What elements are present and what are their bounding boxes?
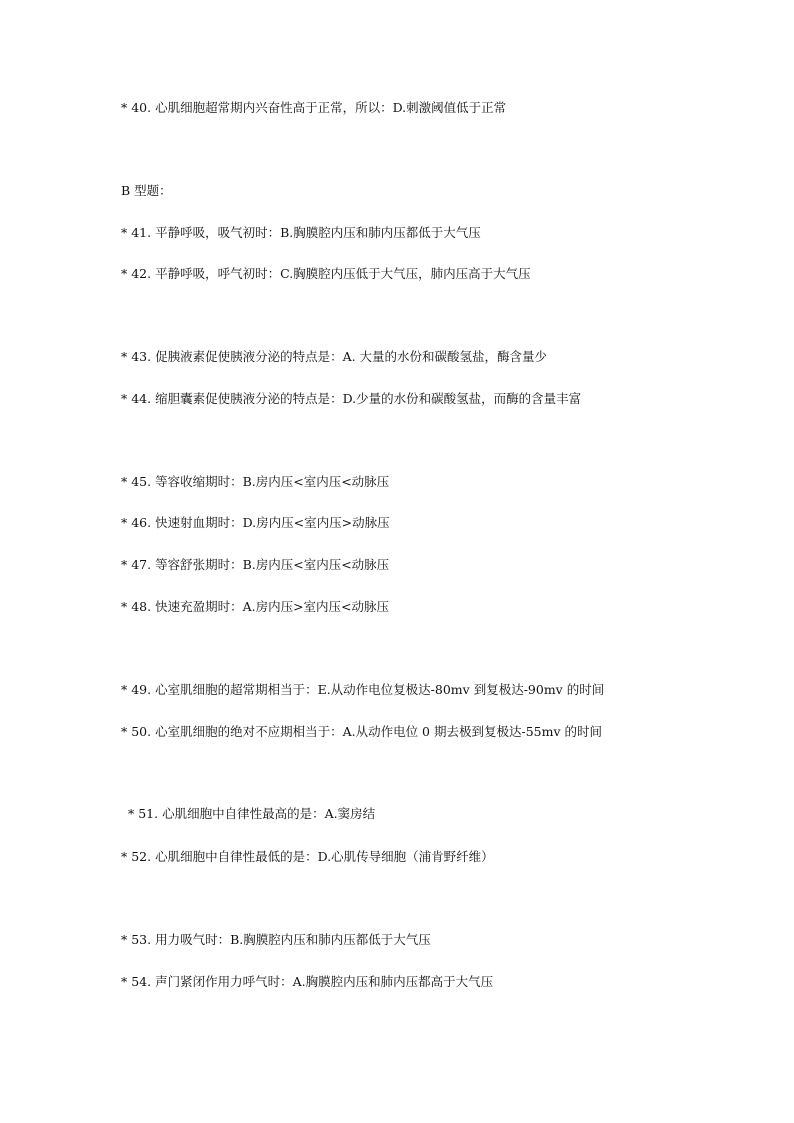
question-51: * 51. 心肌细胞中自律性最高的是：A.窦房结 xyxy=(128,806,376,821)
question-52: * 52. 心肌细胞中自律性最低的是：D.心肌传导细胞（浦肯野纤维） xyxy=(121,849,494,864)
question-49: * 49. 心室肌细胞的超常期相当于：E.从动作电位复极达-80mv 到复极达-90mv 的时间 xyxy=(121,682,605,697)
question-54: * 54. 声门紧闭作用力呼气时：A.胸膜腔内压和肺内压都高于大气压 xyxy=(121,974,494,989)
question-47: * 47. 等容舒张期时：B.房内压<室内压<动脉压 xyxy=(121,557,390,572)
question-45: * 45. 等容收缩期时：B.房内压<室内压<动脉压 xyxy=(121,474,390,489)
section-heading-b: B 型题： xyxy=(121,183,172,198)
question-44: * 44. 缩胆囊素促使胰液分泌的特点是：D.少量的水份和碳酸氢盐，而酶的含量丰富 xyxy=(121,391,582,406)
question-53: * 53. 用力吸气时：B.胸膜腔内压和肺内压都低于大气压 xyxy=(121,932,431,947)
question-41: * 41. 平静呼吸，吸气初时：B.胸膜腔内压和肺内压都低于大气压 xyxy=(121,225,481,240)
question-48: * 48. 快速充盈期时：A.房内压>室内压<动脉压 xyxy=(121,599,390,614)
question-40: * 40. 心肌细胞超常期内兴奋性高于正常，所以：D.刺激阈值低于正常 xyxy=(121,100,507,115)
question-50: * 50. 心室肌细胞的绝对不应期相当于：A.从动作电位 0 期去极到复极达-55mv 的时间 xyxy=(121,724,602,739)
question-46: * 46. 快速射血期时：D.房内压<室内压>动脉压 xyxy=(121,515,390,530)
question-42: * 42. 平静呼吸，呼气初时：C.胸膜腔内压低于大气压，肺内压高于大气压 xyxy=(121,266,531,281)
question-43: * 43. 促胰液素促使胰液分泌的特点是：A. 大量的水份和碳酸氢盐，酶含量少 xyxy=(121,349,548,364)
